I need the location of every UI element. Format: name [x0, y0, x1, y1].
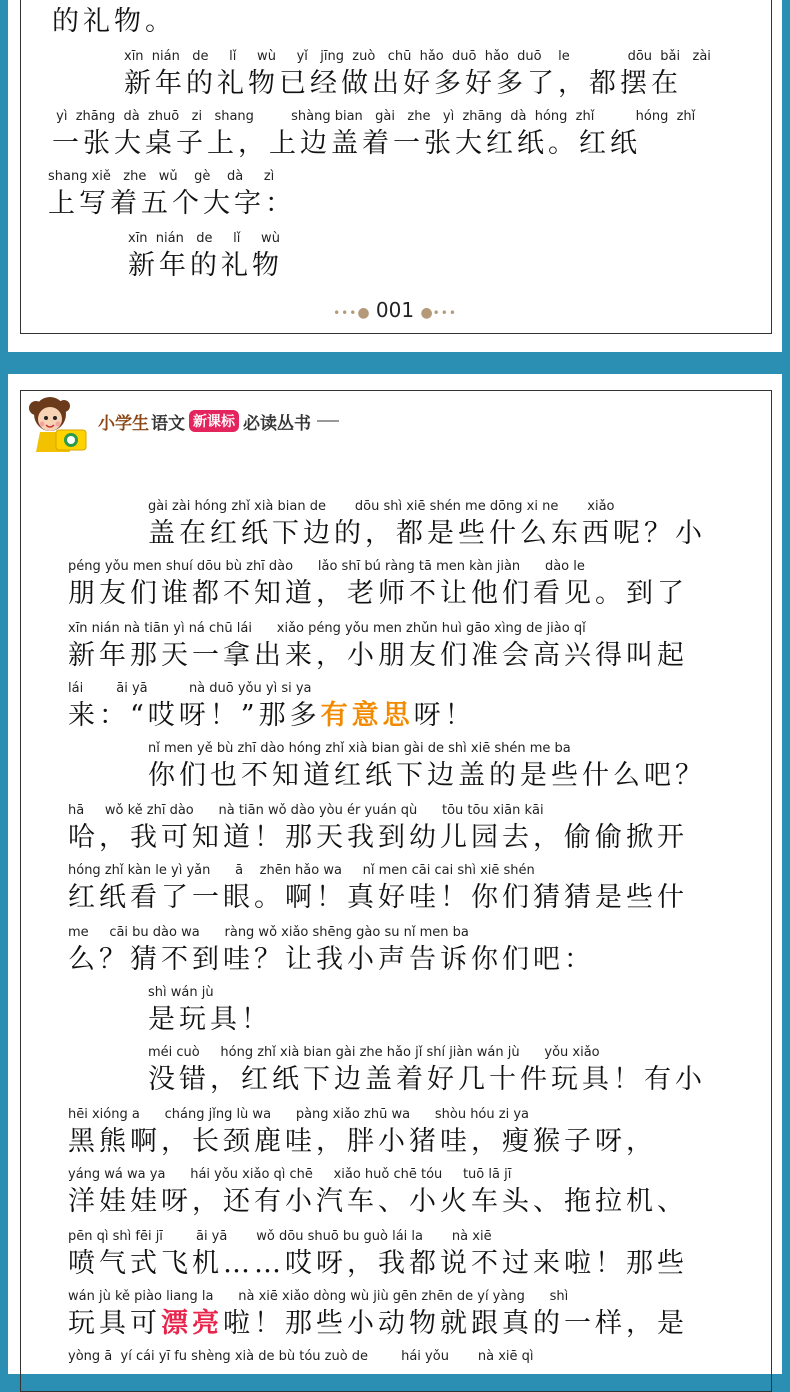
pinyin-line: péng yǒu men shuí dōu bù zhī dào lǎo shī bú ràng tā men kàn jiàn dào le	[68, 559, 585, 574]
hanzi-line: 是玩具！	[148, 1004, 272, 1035]
page-number-text: 001	[375, 298, 415, 322]
pinyin-line: méi cuò hóng zhǐ xià bian gài zhe hǎo jǐ shí jiàn wán jù yǒu xiǎo	[148, 1045, 600, 1060]
hanzi-line: 新年的礼物	[128, 250, 283, 281]
pinyin-line: shì wán jù	[148, 985, 214, 1000]
header-rule	[317, 420, 339, 422]
hanzi-line: 么？猜不到哇？让我小声告诉你们吧：	[68, 944, 595, 975]
page-bottom	[8, 374, 782, 1374]
pinyin-line: xīn nián de lǐ wù yǐ jīng zuò chū hǎo duō hǎo duō le dōu bǎi zài	[124, 49, 711, 64]
hanzi-line: 红纸看了一眼。啊！真好哇！你们猜猜是些什	[68, 882, 688, 913]
pinyin-line: xīn nián de lǐ wù	[128, 231, 280, 246]
text-line	[68, 1106, 782, 1160]
series-title-part: 必读丛书	[243, 413, 311, 434]
hanzi-line: 新年那天一拿出来，小朋友们准会高兴得叫起	[68, 640, 688, 671]
highlighted-word: 漂亮	[161, 1308, 223, 1339]
text-line	[124, 48, 782, 102]
pinyin-line: hēi xióng a cháng jǐng lù wa pàng xiǎo zhū wa shòu hóu zi ya	[68, 1107, 529, 1122]
hanzi-segment: 呀！	[413, 700, 476, 731]
series-title	[98, 408, 339, 434]
pinyin-line: gài zài hóng zhǐ xià bian de dōu shì xiē shén me dōng xi ne xiǎo	[148, 499, 615, 514]
page-number	[8, 298, 782, 322]
text-line	[52, 4, 782, 40]
pinyin-line: lái āi yā nà duō yǒu yì si ya	[68, 681, 312, 696]
text-line	[68, 1348, 782, 1366]
hanzi-line: 上写着五个大字：	[48, 188, 296, 219]
text-line	[68, 802, 782, 856]
hanzi-line: 新年的礼物已经做出好多好多了，都摆在	[124, 68, 682, 99]
hanzi-line	[68, 1306, 782, 1342]
highlighted-word: 有意思	[320, 700, 414, 731]
pinyin-line: pēn qì shì fēi jī āi yā wǒ dōu shuō bu guò lái la nà xiē	[68, 1229, 492, 1244]
pinyin-line: yáng wá wa ya hái yǒu xiǎo qì chē xiǎo huǒ chē tóu tuō lā jī	[68, 1167, 512, 1182]
pinyin-line: xīn nián nà tiān yì ná chū lái xiǎo péng yǒu men zhǔn huì gāo xìng de jiào qǐ	[68, 621, 586, 636]
hanzi-line: 你们也不知道红纸下边盖的是些什么吧？	[148, 760, 706, 791]
hanzi-line: 哈，我可知道！那天我到幼儿园去，偷偷掀开	[68, 822, 688, 853]
hanzi-segment: 玩具可	[68, 1308, 161, 1339]
text-line	[52, 108, 782, 162]
hanzi-line: 喷气式飞机……哎呀，我都说不过来啦！那些	[68, 1248, 688, 1279]
pinyin-line: me cāi bu dào wa ràng wǒ xiǎo shēng gào su nǐ men ba	[68, 925, 469, 940]
text-line	[68, 1228, 782, 1282]
text-line	[68, 1166, 782, 1220]
text-line	[68, 1288, 782, 1342]
pinyin-line: yòng ā yí cái yī fu shèng xià de bù tóu zuò de hái yǒu nà xiē qì	[68, 1349, 534, 1364]
text-line	[148, 740, 782, 794]
page-top	[8, 0, 782, 352]
hanzi-line: 盖在红纸下边的，都是些什么东西呢？小	[148, 518, 706, 549]
pinyin-line: shang xiě zhe wǔ gè dà zì	[48, 169, 275, 184]
text-line	[68, 862, 782, 916]
pinyin-line: wán jù kě piào liang la nà xiē xiǎo dòng wù jiù gēn zhēn de yí yàng shì	[68, 1289, 569, 1304]
pinyin-line: yì zhāng dà zhuō zi shang shàng bian gài zhe yì zhāng dà hóng zhǐ hóng zhǐ	[52, 109, 696, 124]
series-header	[26, 394, 406, 454]
text-line	[68, 924, 782, 978]
hanzi-line: 洋娃娃呀，还有小汽车、小火车头、拖拉机、	[68, 1186, 688, 1217]
girl-reading-icon	[26, 394, 92, 454]
ornament-dot: ●	[357, 305, 370, 321]
series-title-part: 语文	[151, 413, 185, 434]
hanzi-line	[68, 698, 782, 734]
hanzi-line: 的礼物。	[52, 6, 176, 37]
pinyin-line: hā wǒ kě zhī dào nà tiān wǒ dào yòu ér yuán qù tōu tōu xiān kāi	[68, 803, 544, 818]
text-line	[68, 680, 782, 734]
series-title-part: 小学生	[98, 413, 149, 434]
hanzi-segment: 啦！那些小动物就跟真的一样，是	[223, 1308, 688, 1339]
text-line	[148, 1044, 782, 1098]
hanzi-line: 一张大桌子上，上边盖着一张大红纸。红纸	[52, 128, 641, 159]
ornament-left: •••	[333, 306, 358, 320]
hanzi-line: 没错，红纸下边盖着好几十件玩具！有小	[148, 1064, 706, 1095]
hanzi-segment: 来：“哎呀！”那多	[68, 700, 321, 731]
text-line	[128, 230, 782, 284]
pinyin-line: nǐ men yě bù zhī dào hóng zhǐ xià bian gài de shì xiē shén me ba	[148, 741, 571, 756]
text-line	[48, 168, 782, 222]
ornament-right: •••	[432, 306, 457, 320]
text-line	[68, 620, 782, 674]
text-line	[68, 558, 782, 612]
text-line	[148, 984, 782, 1038]
series-badge: 新课标	[189, 410, 239, 432]
hanzi-line: 朋友们谁都不知道，老师不让他们看见。到了	[68, 578, 688, 609]
pinyin-line: hóng zhǐ kàn le yì yǎn ā zhēn hǎo wa nǐ men cāi cai shì xiē shén	[68, 863, 535, 878]
hanzi-line: 黑熊啊，长颈鹿哇，胖小猪哇，瘦猴子呀，	[68, 1126, 657, 1157]
ornament-dot: ●	[420, 305, 433, 321]
text-line	[148, 498, 782, 552]
